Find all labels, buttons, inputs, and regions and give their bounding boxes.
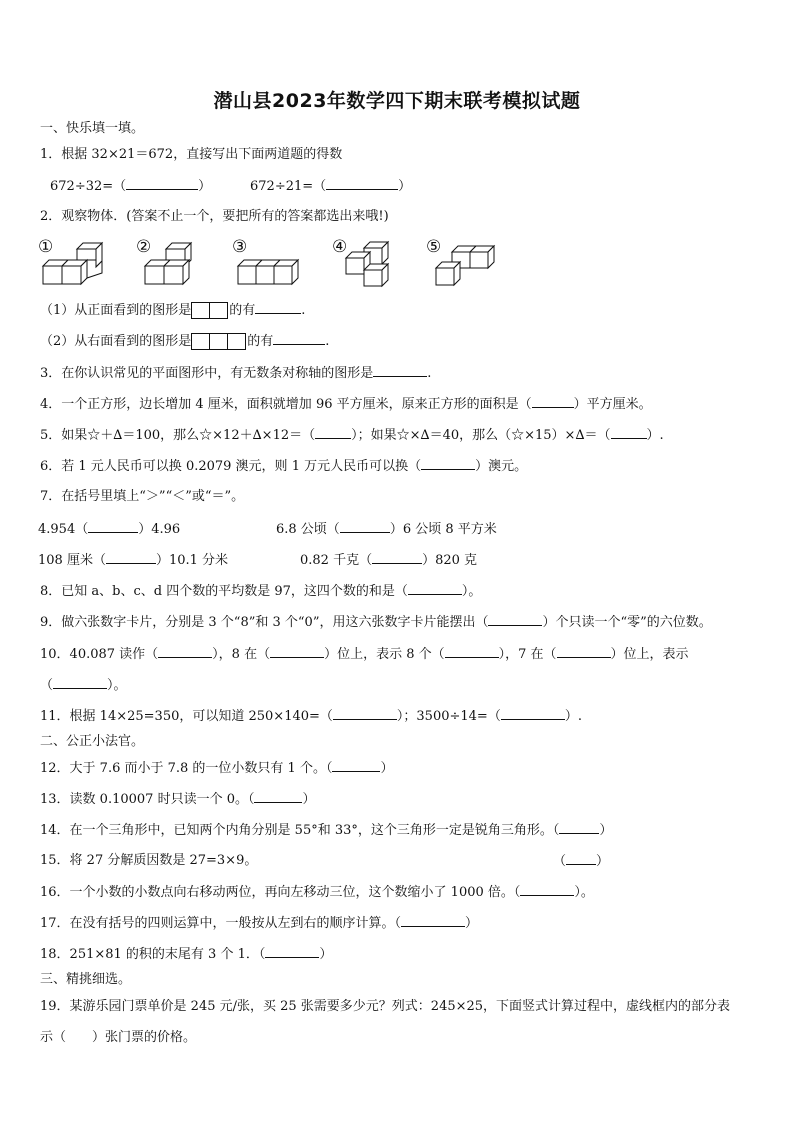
- cube-figure-4: [324, 236, 404, 292]
- cube-figures: [30, 236, 510, 292]
- question-2-part-2: （2）从右面看到的图形是 的有 .: [40, 334, 330, 349]
- question-7: 7．在括号里填上“＞”“＜”或“＝”。: [40, 489, 245, 504]
- answer-blank[interactable]: [254, 790, 302, 803]
- figure-label: ③: [232, 237, 248, 257]
- question-3: 3．在你认识常见的平面图形中，有无数条对称轴的图形是 .: [40, 366, 432, 381]
- question-18: 18．251×81 的积的末尾有 3 个 1．（ ）: [40, 947, 333, 962]
- answer-blank[interactable]: [532, 395, 574, 408]
- answer-blank[interactable]: [445, 645, 499, 658]
- answer-blank[interactable]: [270, 645, 324, 658]
- question-8: 8．已知 a、b、c、d 四个数的平均数是 97，这四个数的和是（ ）。: [40, 584, 482, 599]
- answer-blank[interactable]: [273, 332, 325, 345]
- figure-label: ①: [38, 237, 54, 257]
- answer-blank[interactable]: [53, 676, 107, 689]
- three-squares-shape: [192, 333, 246, 351]
- question-2: 2．观察物体．(答案不止一个，要把所有的答案都选出来哦!): [40, 209, 389, 224]
- cube-figure-2-drawing: [128, 236, 208, 292]
- question-4: 4．一个正方形，边长增加 4 厘米，面积就增加 96 平方厘米，原来正方形的面积是（ ）平方厘米。: [40, 397, 652, 412]
- page-title: 潜山县2023年数学四下期末联考模拟试题: [213, 90, 581, 112]
- question-15-answer: （ ）: [553, 854, 610, 869]
- question-1-part-b: 672÷21=（ ）: [250, 179, 412, 194]
- question-1: 1．根据 32×21＝672，直接写出下面两道题的得数: [40, 147, 343, 162]
- question-7-c: 108 厘米（ ）10.1 分米: [38, 553, 229, 568]
- question-7-a: 4.954（ ）4.96: [38, 522, 181, 537]
- cube-figure-3: [224, 236, 304, 292]
- question-17: 17．在没有括号的四则运算中，一般按从左到右的顺序计算。（ ）: [40, 916, 479, 931]
- answer-blank[interactable]: [557, 645, 611, 658]
- section-heading-1: 一、快乐填一填。: [40, 121, 145, 136]
- cube-figure-5: [418, 236, 498, 292]
- answer-blank[interactable]: [488, 613, 542, 626]
- two-squares-shape: [192, 302, 228, 320]
- section-heading-2: 二、公正小法官。: [40, 734, 145, 749]
- answer-blank[interactable]: [559, 821, 599, 834]
- question-10: 10．40.087 读作（ ），8 在（ ）位上，表示 8 个（ ），7 在（ ）位上，表示: [40, 647, 689, 662]
- question-12: 12．大于 7.6 而小于 7.8 的一位小数只有 1 个。（ ）: [40, 761, 394, 776]
- cube-figure-3-drawing: [224, 236, 304, 292]
- question-9: 9．做六张数字卡片，分别是 3 个“8”和 3 个“0”，用这六张数字卡片能摆出（ ）个只读一个“零”的六位数。: [40, 615, 712, 630]
- figure-label: ④: [332, 237, 348, 257]
- question-7-d: 0.82 千克（ ）820 克: [300, 553, 478, 568]
- answer-blank[interactable]: [401, 914, 465, 927]
- figure-label: ②: [136, 237, 152, 257]
- answer-blank[interactable]: [333, 707, 397, 720]
- answer-blank[interactable]: [520, 883, 574, 896]
- answer-blank[interactable]: [611, 426, 647, 439]
- answer-blank[interactable]: [326, 177, 398, 190]
- question-11: 11．根据 14×25=350，可以知道 250×140=（ ）；3500÷14=（ ）.: [40, 709, 582, 724]
- cube-figure-4-drawing: [324, 236, 404, 292]
- answer-blank[interactable]: [408, 582, 462, 595]
- answer-blank[interactable]: [421, 457, 475, 470]
- answer-blank[interactable]: [340, 520, 390, 533]
- answer-blank[interactable]: [126, 177, 198, 190]
- question-16: 16．一个小数的小数点向右移动两位，再向左移动三位，这个数缩小了 1000 倍。（ ）。: [40, 885, 594, 900]
- answer-blank[interactable]: [88, 520, 138, 533]
- question-7-b: 6.8 公顷（ ）6 公顷 8 平方米: [276, 522, 497, 537]
- answer-blank[interactable]: [373, 364, 427, 377]
- question-19: 19．某游乐园门票单价是 245 元/张，买 25 张需要多少元？列式：245×25，下面竖式计算过程中，虚线框内的部分表: [40, 999, 731, 1014]
- answer-blank[interactable]: [332, 759, 380, 772]
- question-10-cont: （ ）。: [40, 678, 127, 693]
- answer-blank[interactable]: [158, 645, 212, 658]
- question-14: 14．在一个三角形中，已知两个内角分别是 55°和 33°，这个三角形一定是锐角三角形。（ ）: [40, 823, 613, 838]
- question-15: 15．将 27 分解质因数是 27=3×9。: [40, 853, 258, 868]
- question-13: 13．读数 0.10007 时只读一个 0。（ ）: [40, 792, 316, 807]
- question-19-cont: 示（ ）张门票的价格。: [40, 1030, 197, 1045]
- answer-blank[interactable]: [106, 551, 156, 564]
- answer-blank[interactable]: [566, 852, 596, 865]
- cube-figure-2: [128, 236, 208, 292]
- cube-figure-1: [30, 236, 110, 292]
- figure-label: ⑤: [426, 237, 442, 257]
- answer-blank[interactable]: [255, 301, 301, 314]
- answer-blank[interactable]: [265, 945, 319, 958]
- cube-figure-5-drawing: [418, 236, 498, 292]
- question-2-part-1: （1）从正面看到的图形是 的有 .: [40, 303, 306, 318]
- section-heading-3: 三、精挑细选。: [40, 972, 132, 987]
- answer-blank[interactable]: [501, 707, 565, 720]
- answer-blank[interactable]: [372, 551, 422, 564]
- question-1-part-a: 672÷32=（ ）: [50, 179, 212, 194]
- question-6: 6．若 1 元人民币可以换 0.2079 澳元，则 1 万元人民币可以换（ ）澳元。: [40, 459, 528, 474]
- question-5: 5．如果☆＋∆＝100，那么☆×12＋∆×12＝（ ）；如果☆×∆＝40，那么（☆×15）×∆＝（ ）.: [40, 428, 664, 443]
- cube-figure-1-drawing: [30, 236, 110, 292]
- answer-blank[interactable]: [315, 426, 351, 439]
